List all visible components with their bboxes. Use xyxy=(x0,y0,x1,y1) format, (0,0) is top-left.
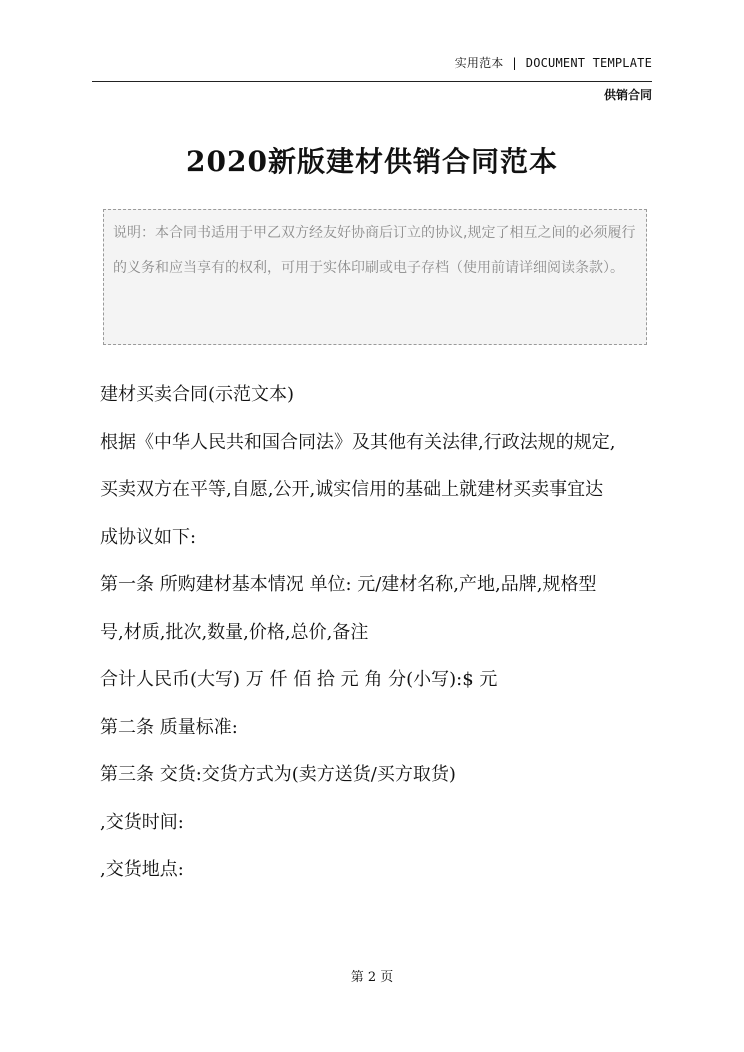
contract-body xyxy=(100,378,660,901)
notice-box xyxy=(103,209,647,345)
body-line: 买卖双方在平等,自愿,公开,诚实信用的基础上就建材买卖事宜达 xyxy=(100,479,604,500)
body-line: ,交货时间: xyxy=(100,811,184,833)
document-title: 2020新版建材供销合同范本 xyxy=(186,145,558,178)
body-line: 建材买卖合同(示范文本) xyxy=(100,384,295,405)
body-line: 成协议如下: xyxy=(100,526,197,548)
header-divider xyxy=(92,81,652,82)
body-line: 号,材质,批次,数量,价格,总价,备注 xyxy=(100,621,369,643)
body-line: 合计人民币(大写) 万 仟 佰 拾 元 角 分(小写):$ 元 xyxy=(100,669,498,690)
page-number: 第 2 页 xyxy=(350,970,394,985)
body-line: 第一条 所购建材基本情况 单位: 元/建材名称,产地,品牌,规格型 xyxy=(100,574,597,595)
header-template-label: 实用范本 | DOCUMENT TEMPLATE xyxy=(454,56,652,70)
body-line: 根据《中华人民共和国合同法》及其他有关法律,行政法规的规定, xyxy=(100,431,616,453)
body-line: ,交货地点: xyxy=(100,859,184,880)
body-line: 第二条 质量标准: xyxy=(100,716,238,738)
body-line: 第三条 交货:交货方式为(卖方送货/买方取货) xyxy=(100,764,456,785)
notice-text: 说明：本合同书适用于甲乙双方经友好协商后订立的协议,规定了相互之间的必须履行的义务和应当享有的权利，可用于实体印刷或电子存档（使用前请详细阅读条款）。 xyxy=(113,225,636,276)
header-category-label: 供销合同 xyxy=(603,88,652,102)
